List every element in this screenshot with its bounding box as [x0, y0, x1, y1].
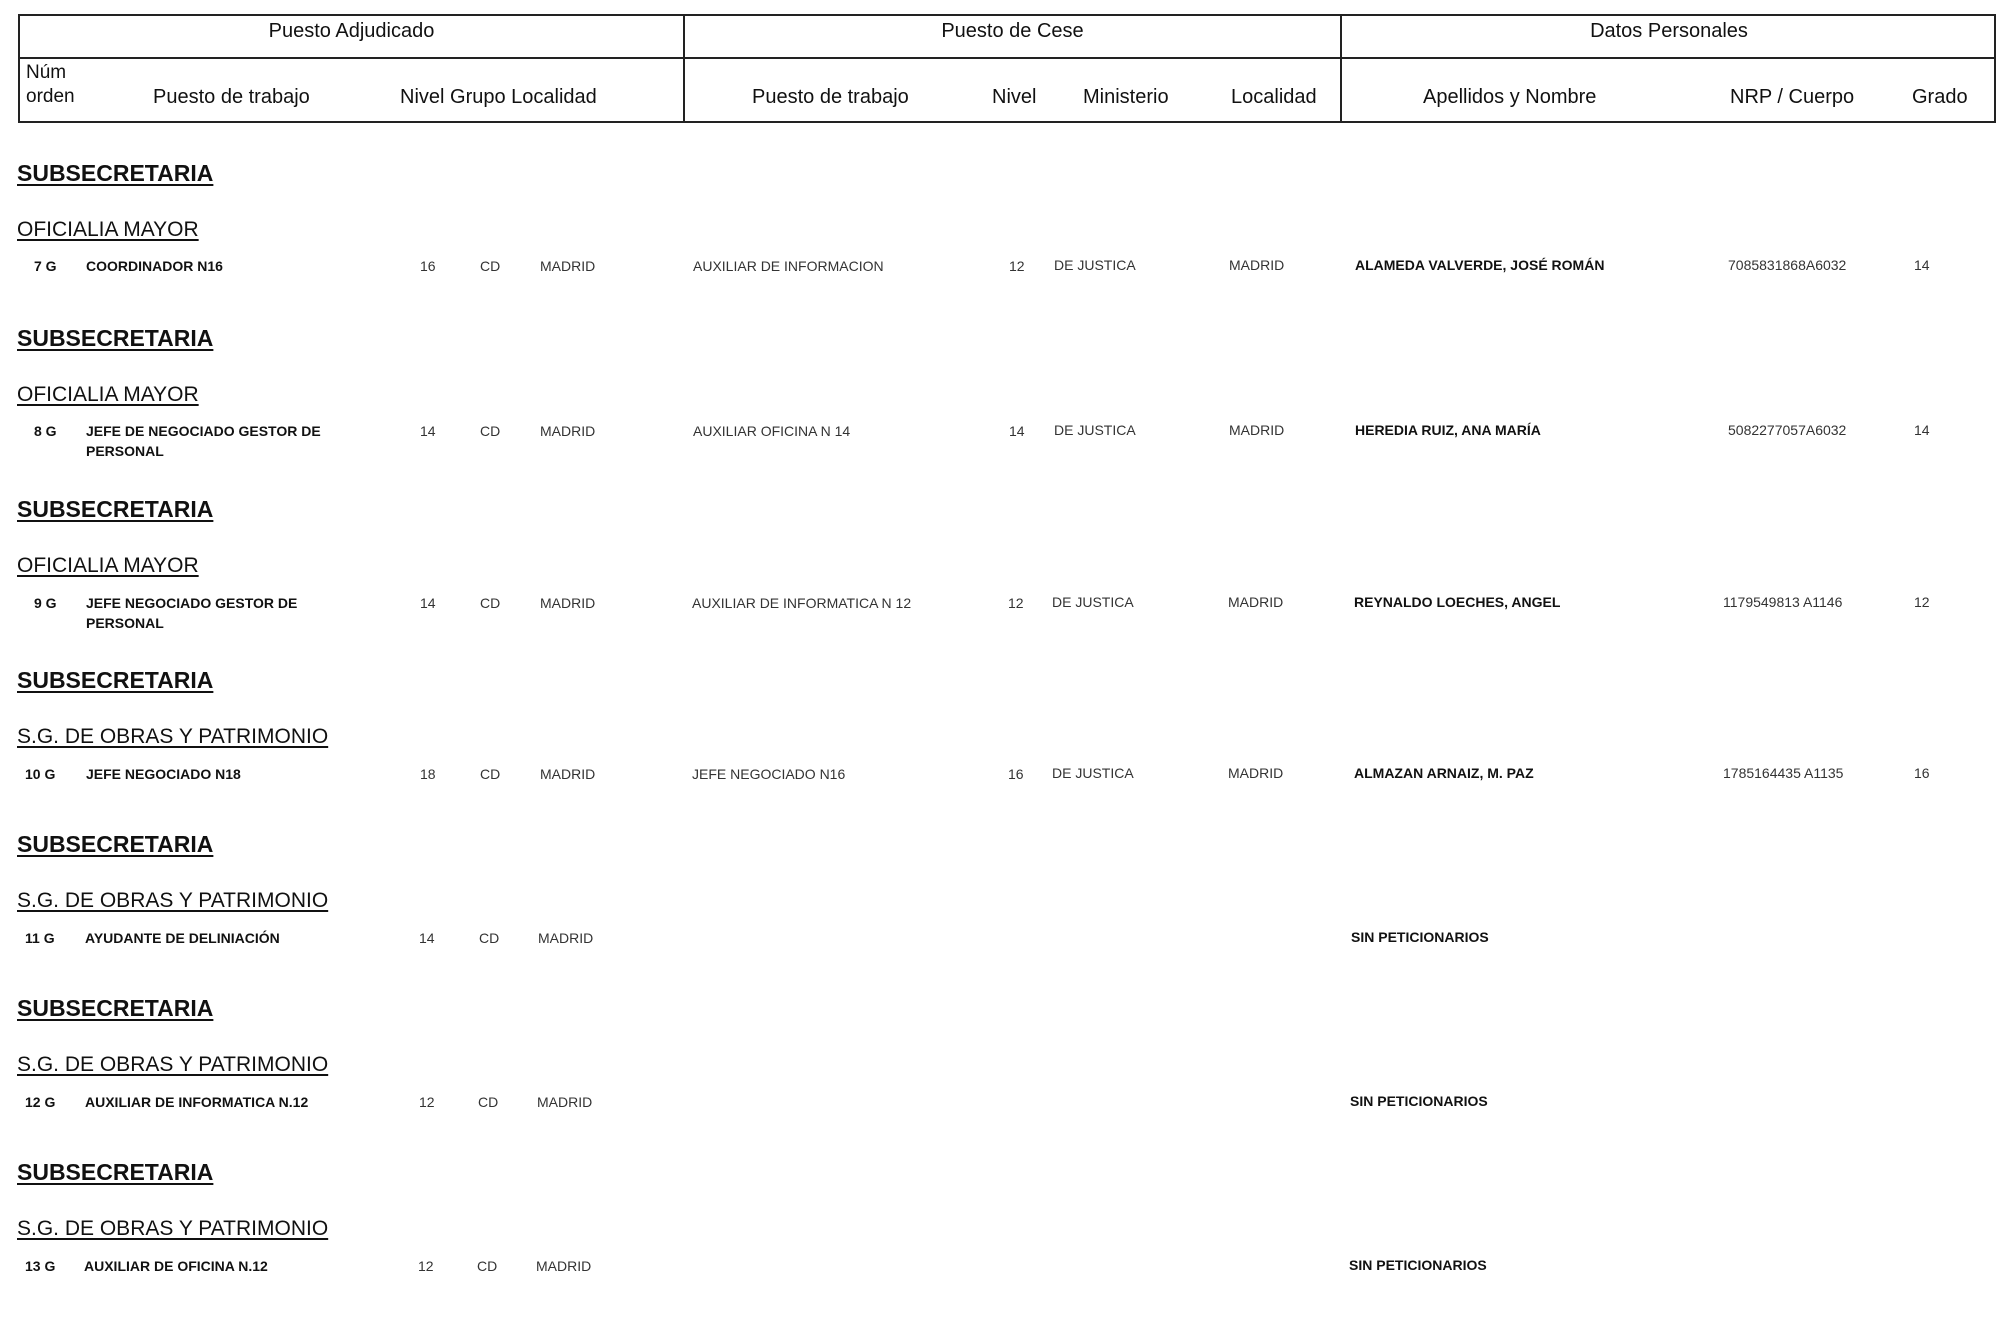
nivel: 16 [420, 258, 436, 274]
section-title: SUBSECRETARIA [17, 831, 214, 857]
table-header [18, 14, 1996, 123]
apellidos-nombre: ALMAZAN ARNAIZ, M. PAZ [1354, 765, 1534, 781]
subsection-title: OFICIALIA MAYOR [17, 218, 199, 241]
nivel: 18 [420, 766, 436, 782]
cese-localidad: MADRID [1228, 594, 1284, 610]
nivel: 12 [418, 1258, 434, 1274]
puesto-trabajo: JEFE NEGOCIADO N18 [86, 766, 241, 782]
grado: 14 [1914, 257, 1930, 273]
col-ministerio: Ministerio [1083, 86, 1169, 108]
puesto-trabajo: AUXILIAR DE OFICINA N.12 [84, 1258, 268, 1274]
localidad: MADRID [540, 423, 596, 439]
num-orden: 7 G [34, 258, 57, 274]
puesto-trabajo: AUXILIAR DE INFORMATICA N.12 [85, 1094, 309, 1110]
col-nrp-cuerpo: NRP / Cuerpo [1730, 86, 1855, 108]
apellidos-nombre: HEREDIA RUIZ, ANA MARÍA [1355, 422, 1541, 438]
num-orden: 10 G [25, 766, 56, 782]
localidad: MADRID [536, 1258, 592, 1274]
puesto-trabajo-cont: PERSONAL [86, 443, 164, 459]
section-title: SUBSECRETARIA [17, 325, 214, 351]
num-orden: 9 G [34, 595, 57, 611]
nivel: 12 [419, 1094, 435, 1110]
col-puesto-adjudicado: Puesto de trabajo [153, 86, 310, 108]
num-orden: 12 G [25, 1094, 56, 1110]
subsection-title: S.G. DE OBRAS Y PATRIMONIO [17, 1217, 329, 1240]
localidad: MADRID [540, 258, 596, 274]
cese-nivel: 12 [1008, 595, 1024, 611]
puesto-trabajo: COORDINADOR N16 [86, 258, 223, 274]
localidad: MADRID [540, 766, 596, 782]
group-title-cese: Puesto de Cese [941, 20, 1084, 42]
col-puesto-cese: Puesto de trabajo [752, 86, 909, 108]
section-title: SUBSECRETARIA [17, 496, 214, 522]
cese-localidad: MADRID [1229, 422, 1285, 438]
nivel: 14 [420, 423, 436, 439]
apellidos-nombre: SIN PETICIONARIOS [1351, 929, 1489, 945]
subsection-title: S.G. DE OBRAS Y PATRIMONIO [17, 1053, 329, 1076]
nivel: 14 [420, 595, 436, 611]
grupo: CD [478, 1094, 499, 1110]
cese-ministerio: DE JUSTICA [1052, 765, 1134, 781]
grupo: CD [480, 595, 501, 611]
section-title: SUBSECRETARIA [17, 995, 214, 1021]
num-orden: 8 G [34, 423, 57, 439]
nrp-cuerpo: 1179549813 A1146 [1723, 594, 1843, 610]
nrp-cuerpo: 7085831868A6032 [1728, 257, 1847, 273]
localidad: MADRID [538, 930, 594, 946]
cese-localidad: MADRID [1229, 257, 1285, 273]
cese-ministerio: DE JUSTICA [1054, 257, 1136, 273]
cese-nivel: 14 [1009, 423, 1025, 439]
col-apellidos-nombre: Apellidos y Nombre [1423, 86, 1597, 108]
puesto-trabajo: JEFE NEGOCIADO GESTOR DE [86, 595, 298, 611]
grado: 16 [1914, 765, 1930, 781]
apellidos-nombre: ALAMEDA VALVERDE, JOSÉ ROMÁN [1355, 257, 1605, 273]
section-title: SUBSECRETARIA [17, 160, 214, 186]
num-orden: 13 G [25, 1258, 56, 1274]
puesto-trabajo: JEFE DE NEGOCIADO GESTOR DE [86, 423, 321, 439]
num-orden: 11 G [25, 930, 55, 946]
header-divider [20, 57, 1994, 59]
col-num-orden-2: orden [26, 86, 75, 107]
apellidos-nombre: SIN PETICIONARIOS [1350, 1093, 1488, 1109]
section-title: SUBSECRETARIA [17, 1159, 214, 1185]
grupo: CD [480, 766, 501, 782]
cese-puesto: AUXILIAR DE INFORMACION [693, 258, 884, 274]
col-localidad: Localidad [1231, 86, 1317, 108]
col-nivel-grupo-localidad: Nivel Grupo Localidad [400, 86, 597, 108]
grupo: CD [480, 258, 501, 274]
nrp-cuerpo: 5082277057A6032 [1728, 422, 1847, 438]
group-title-adjudicado: Puesto Adjudicado [268, 20, 435, 42]
section-title: SUBSECRETARIA [17, 667, 214, 693]
cese-localidad: MADRID [1228, 765, 1284, 781]
grupo: CD [480, 423, 501, 439]
cese-ministerio: DE JUSTICA [1052, 594, 1134, 610]
grado: 14 [1914, 422, 1930, 438]
grado: 12 [1914, 594, 1930, 610]
apellidos-nombre: REYNALDO LOECHES, ANGEL [1354, 594, 1561, 610]
cese-puesto: JEFE NEGOCIADO N16 [692, 766, 846, 782]
col-num-orden-1: Núm [26, 62, 67, 83]
group-title-personales: Datos Personales [1590, 20, 1748, 42]
apellidos-nombre: SIN PETICIONARIOS [1349, 1257, 1487, 1273]
col-grado: Grado [1912, 86, 1968, 108]
puesto-trabajo: AYUDANTE DE DELINIACIÓN [85, 930, 280, 946]
subsection-title: S.G. DE OBRAS Y PATRIMONIO [17, 889, 329, 912]
col-nivel: Nivel [992, 86, 1037, 108]
subsection-title: OFICIALIA MAYOR [17, 383, 199, 406]
cese-puesto: AUXILIAR OFICINA N 14 [693, 423, 851, 439]
cese-nivel: 12 [1009, 258, 1025, 274]
grupo: CD [477, 1258, 498, 1274]
nrp-cuerpo: 1785164435 A1135 [1723, 765, 1844, 781]
localidad: MADRID [537, 1094, 593, 1110]
nivel: 14 [419, 930, 435, 946]
localidad: MADRID [540, 595, 596, 611]
cese-puesto: AUXILIAR DE INFORMATICA N 12 [692, 595, 912, 611]
cese-nivel: 16 [1008, 766, 1024, 782]
cese-ministerio: DE JUSTICA [1054, 422, 1136, 438]
subsection-title: OFICIALIA MAYOR [17, 554, 199, 577]
subsection-title: S.G. DE OBRAS Y PATRIMONIO [17, 725, 329, 748]
puesto-trabajo-cont: PERSONAL [86, 615, 164, 631]
grupo: CD [479, 930, 500, 946]
